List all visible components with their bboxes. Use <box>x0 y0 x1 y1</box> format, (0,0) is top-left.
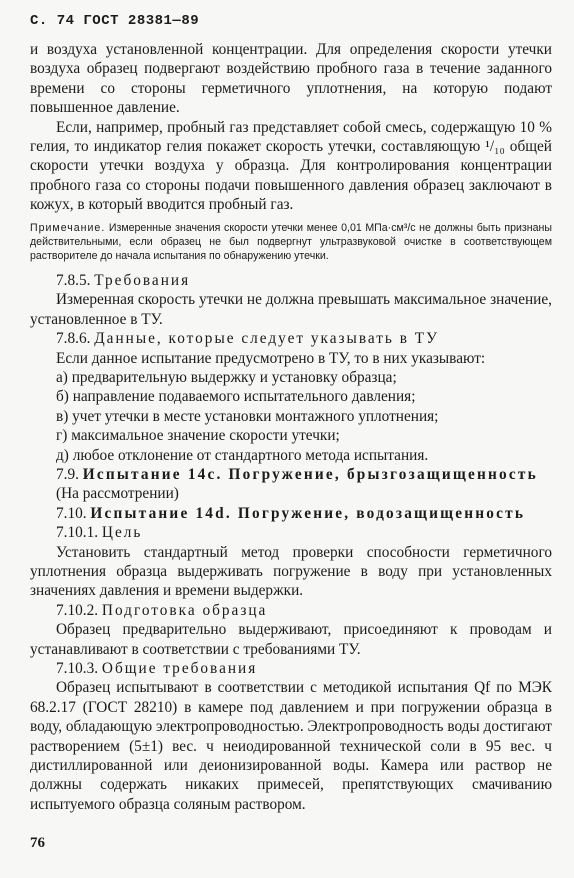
section-7-9-note: (На рассмотрении) <box>56 485 179 503</box>
list-item: б) направление подаваемого испытательного давления; <box>56 388 416 406</box>
note-text: Измеренные значения скорости утечки менее 0,01 МПа·см³/с не должны быть признаны действительными, если образец не был подвергнут ультразвуковой очистке в соответствующем растворителе до начала испытания по обнаружению утечки. <box>30 221 552 263</box>
section-7-8-6-text: Если данное испытание предусмотрено в ТУ, то в них указывают: <box>56 349 486 367</box>
section-7-10-3-text: Образец испытывают в соответствии с методикой испытания Qf по МЭК 68.2.17 (ГОСТ 28210) в камере под давлением и при погружении образца в воду, обладающую электропроводностью. Электропроводность воды достигают растворением (5±1) вес. ч неиодированной технической соли в 95 вес. ч дистиллированной или деионизированной воды. Камера или раствор не должны содержать никаких примесей, препятствующих смачиванию испытуемого образца соляным раствором. <box>30 679 552 813</box>
section-7-8-5-text: Измеренная скорость утечки не должна превышать максимальное значение, установленное в ТУ. <box>30 291 552 328</box>
heading-title: Подготовка образца <box>101 601 268 619</box>
heading-number: 7.10. <box>56 504 87 522</box>
heading-number: 7.10.2. <box>56 601 99 619</box>
heading-number: 7.8.5. <box>56 271 91 289</box>
page-header: С. 74 ГОСТ 28381—89 <box>30 13 200 29</box>
note <box>30 221 552 264</box>
heading-7-8-5 <box>30 271 552 290</box>
heading-number: 7.10.1. <box>56 524 99 542</box>
list-item: а) предварительную выдержку и установку образца; <box>56 368 397 386</box>
heading-7-10-2 <box>30 601 552 620</box>
heading-number: 7.8.6. <box>56 330 91 348</box>
heading-title: Испытание 14d. Погружение, водозащищенность <box>90 504 526 522</box>
heading-title: Цель <box>101 524 143 542</box>
heading-7-10-1 <box>30 523 552 542</box>
list-item: г) максимальное значение скорости утечки; <box>56 427 340 445</box>
heading-7-10-3 <box>30 659 552 678</box>
heading-title: Требования <box>94 271 191 289</box>
list-item: в) учет утечки в месте установки монтажного уплотнения; <box>56 407 439 425</box>
heading-number: 7.9. <box>56 465 79 483</box>
heading-number: 7.10.3. <box>56 660 99 677</box>
heading-7-8-6 <box>30 329 552 348</box>
list-item: д) любое отклонение от стандартного метода испытания. <box>56 446 429 464</box>
heading-7-10 <box>30 504 552 523</box>
page-number: 76 <box>30 835 45 851</box>
heading-title: Данные, которые следует указывать в ТУ <box>94 330 439 348</box>
paragraph-1: и воздуха установленной концентрации. Для определения скорости утечки воздуха образец подвергают воздействию пробного газа в течение заданного времени со стороны герметичного уплотнения, на которую подают повышенное давление. <box>30 41 552 117</box>
heading-7-9 <box>30 465 552 484</box>
section-7-10-1-text: Установить стандартный метод проверки способности герметичного уплотнения образца выдерживать погружение в воду при установленных значениях давления и времени выдержки. <box>30 543 552 600</box>
paragraph-2: Если, например, пробный газ представляет собой смесь, содержащую 10 % гелия, то индикатор гелия покажет скорость утечки, составляющую ¹/₁₀ общей скорости утечки воздуха у образца. Для контролирования концентрации пробного газа со стороны подачи повышенного давления образец заключают в кожух, в который вводится пробный газ. <box>30 118 552 214</box>
requirements-list <box>30 368 552 465</box>
heading-title: Общие требования <box>101 660 258 677</box>
section-7-10-2-text: Образец предварительно выдерживают, присоединяют к проводам и устанавливают в соответствии с требованиями ТУ. <box>30 621 552 658</box>
page-content <box>30 40 552 814</box>
note-label: Примечание. <box>30 221 106 234</box>
heading-title: Испытание 14c. Погружение, брызгозащищенность <box>82 465 538 483</box>
